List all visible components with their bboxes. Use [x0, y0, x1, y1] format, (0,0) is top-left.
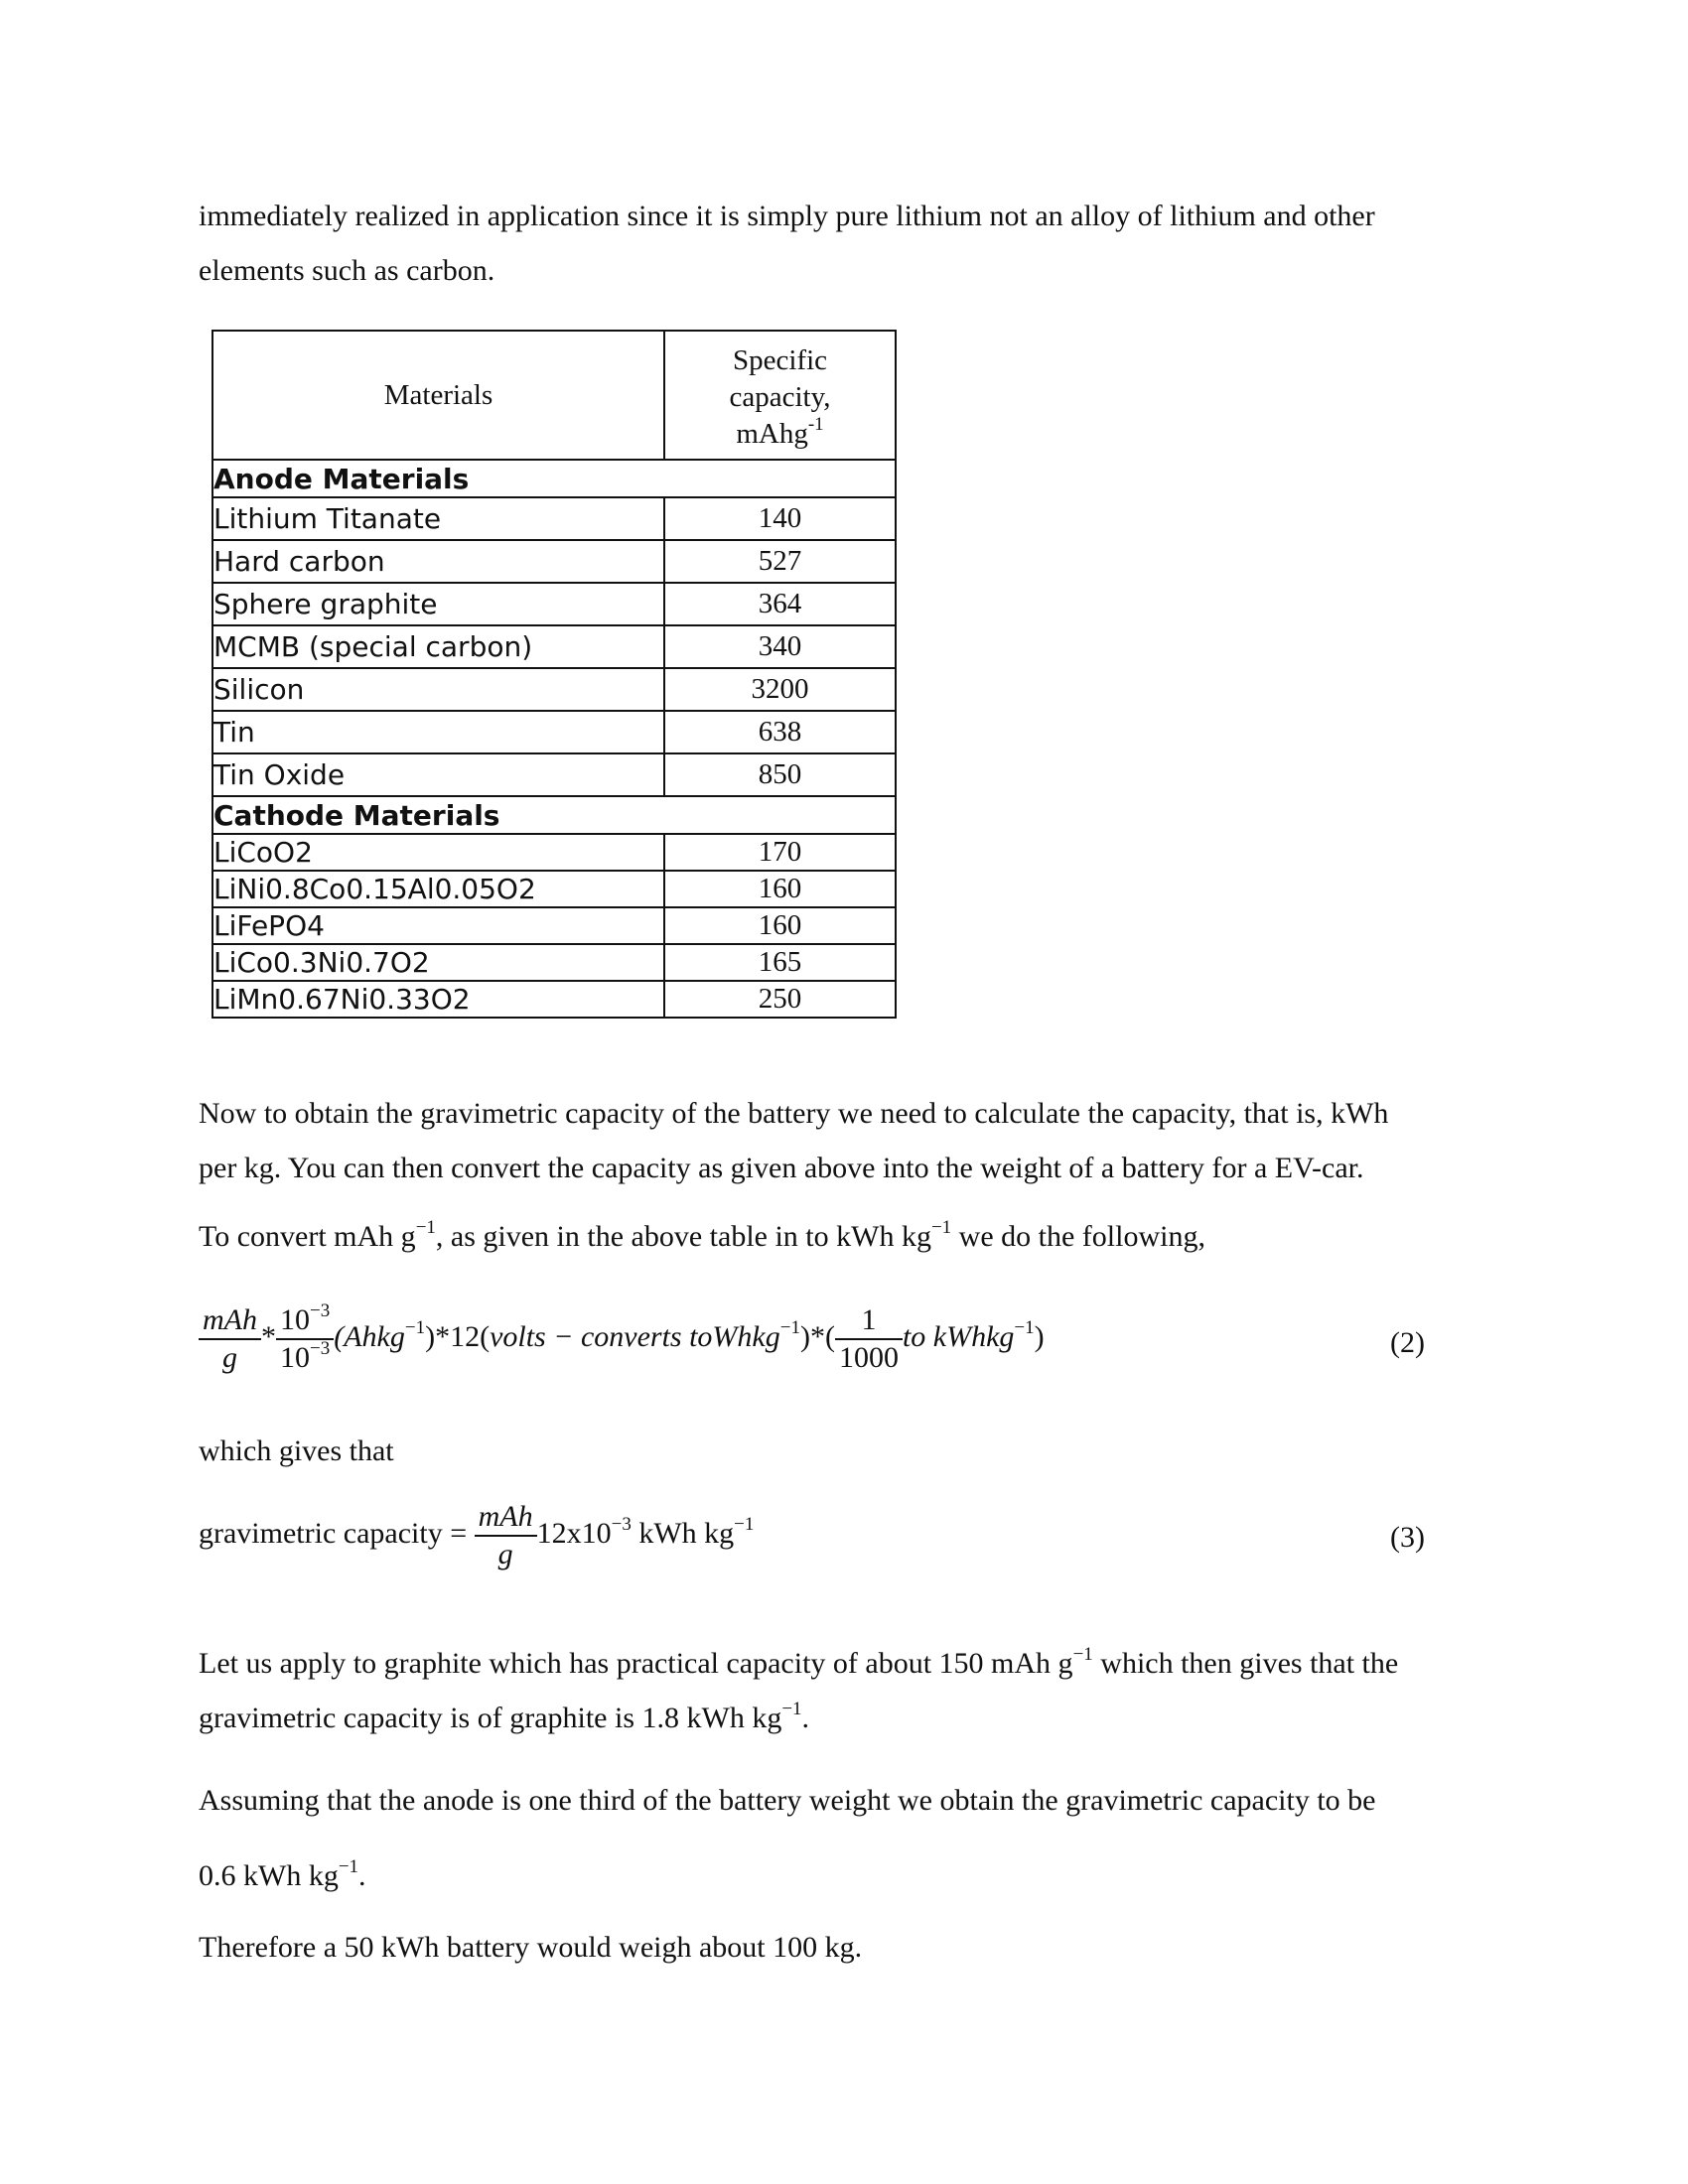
table-row	[212, 711, 896, 753]
paragraph-conclusion: Therefore a 50 kWh battery would weigh about 100 kg.	[199, 1931, 863, 1964]
material-name: LiNi0.8Co0.15Al0.05O2	[212, 871, 664, 907]
table-row	[212, 753, 896, 796]
cathode-rows	[212, 834, 896, 1018]
capacity-value: 165	[664, 944, 896, 981]
capacity-value: 527	[664, 540, 896, 583]
anode-group-label: Anode Materials	[212, 460, 664, 497]
equation-3: gravimetric capacity = $\frac{\text{mAh}}{g}$ $12x10^{-3}$ kWh $kg^{-1}$	[199, 1500, 755, 1570]
capacity-value: 364	[664, 583, 896, 625]
header-specific-capacity: Specific capacity, mAhg$^{-1}$	[664, 331, 896, 460]
capacity-value: 850	[664, 753, 896, 796]
capacity-value: 160	[664, 907, 896, 944]
material-name: Lithium Titanate	[212, 497, 664, 540]
paragraph-graphite: Let us apply to graphite which has practical capacity of about 150 mAh $g^{-1}$ which then gives that the gravimetric capacity is of graphite is 1.8 kWh $kg^{-1}$.	[199, 1644, 1399, 1734]
equation-2-number: (2)	[1390, 1326, 1425, 1359]
material-name: MCMB (special carbon)	[212, 625, 664, 668]
material-name: Hard carbon	[212, 540, 664, 583]
paragraph-convert: To convert mAh $g^{-1}$, as given in the above table in to kWh $kg^{-1}$ we do the following,	[199, 1217, 1205, 1253]
intro-paragraph	[199, 189, 1489, 298]
table-row	[212, 871, 896, 907]
capacity-value: 3200	[664, 668, 896, 711]
anode-rows	[212, 497, 896, 796]
material-name: LiMn0.67Ni0.33O2	[212, 981, 664, 1018]
material-name: Tin Oxide	[212, 753, 664, 796]
cathode-group-row	[212, 796, 896, 834]
material-name: Silicon	[212, 668, 664, 711]
eq2-fraction-mah-g: $\frac{\text{mAh}}{g}$	[199, 1302, 261, 1376]
eq2-fraction-powers: $\frac{10^{-3}}{10^{-3}}$	[276, 1302, 334, 1376]
material-name: Tin	[212, 711, 664, 753]
material-name: Sphere graphite	[212, 583, 664, 625]
table-row	[212, 583, 896, 625]
table-row	[212, 497, 896, 540]
material-name: LiCoO2	[212, 834, 664, 871]
equation-2: $\frac{\text{mAh}}{g}$ * $\frac{10^{-3}}{10^{-3}}$ (Ahkg$^{-1}$)*12(volts − converts toWhkg$^{-1}$)*( $\frac{1}{1000}$ to kWhkg$^{-1}$)	[199, 1302, 1045, 1376]
table-row	[212, 944, 896, 981]
materials-capacity-table	[211, 330, 897, 1019]
paragraph-gravimetric: Now to obtain the gravimetric capacity of the battery we need to calculate the capacity, that is, kWh per kg. You can then convert the capacity as given above into the weight of a battery for a EV-car.	[199, 1097, 1389, 1184]
capacity-value: 170	[664, 834, 896, 871]
table-row	[212, 668, 896, 711]
eq2-fraction-1000: $\frac{1}{1000}$	[835, 1302, 903, 1376]
anode-group-row	[212, 460, 896, 497]
table-header-row	[212, 331, 896, 460]
eq3-fraction-mah-g: $\frac{\text{mAh}}{g}$	[475, 1499, 537, 1572]
intro-line-1: immediately realized in application since it is simply pure lithium not an alloy of lithium and other	[199, 200, 1375, 232]
table-row	[212, 907, 896, 944]
material-name: LiCo0.3Ni0.7O2	[212, 944, 664, 981]
equation-3-number: (3)	[1390, 1521, 1425, 1554]
material-name: LiFePO4	[212, 907, 664, 944]
table-row	[212, 834, 896, 871]
table-row	[212, 981, 896, 1018]
table-row	[212, 540, 896, 583]
capacity-value: 140	[664, 497, 896, 540]
header-materials: Materials	[212, 331, 664, 460]
capacity-value: 250	[664, 981, 896, 1018]
intro-line-2: elements such as carbon.	[199, 254, 495, 287]
which-gives-line: which gives that	[199, 1434, 394, 1467]
paragraph-anode-third: Assuming that the anode is one third of the battery weight we obtain the gravimetric capacity to be 0.6 kWh $kg^{-1}$.	[199, 1784, 1376, 1892]
capacity-value: 638	[664, 711, 896, 753]
cathode-group-label: Cathode Materials	[212, 796, 664, 834]
table-row	[212, 625, 896, 668]
capacity-value: 160	[664, 871, 896, 907]
capacity-value: 340	[664, 625, 896, 668]
